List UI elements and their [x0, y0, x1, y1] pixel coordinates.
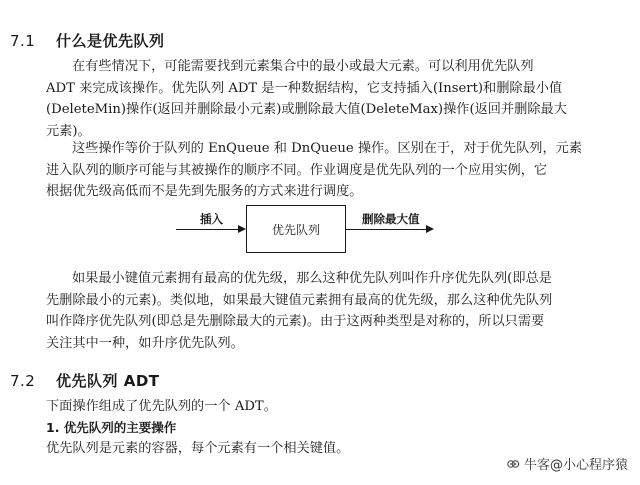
text-line: 元素)。 — [46, 123, 91, 139]
input-arrow-line — [176, 229, 238, 230]
text-line: 在有些情况下，可能需要找到元素集合中的最小或最大元素。可以利用优先队列 — [72, 59, 534, 74]
section-number: 7.2 — [10, 372, 36, 390]
niuke-logo-icon — [506, 457, 520, 471]
watermark — [506, 454, 628, 473]
section-title: 优先队列 ADT — [56, 372, 160, 390]
text-line: 根据优先级高低而不是先到先服务的方式来进行调度。 — [46, 184, 363, 199]
text-line: ADT 来完成该操作。优先队列 ADT 是一种数据结构，它支持插入(Insert)和删除最小值 — [46, 80, 563, 96]
text-line: 关注其中一种，如升序优先队列。 — [46, 335, 244, 351]
output-arrow-head — [426, 225, 434, 233]
text-line: 如果最小键值元素拥有最高的优先级，那么这种优先队列叫作升序优先队列(即总是 — [72, 271, 552, 286]
paragraph-2 — [46, 138, 626, 203]
priority-queue-box — [246, 205, 346, 253]
subsection-heading: 1. 优先队列的主要操作 — [46, 420, 177, 435]
text-line: 进入队列的顺序可能与其被操作的顺序不同。作业调度是优先队列的一个应用实例，它 — [46, 162, 548, 178]
input-arrow-head — [238, 225, 246, 233]
insert-label: 插入 — [200, 212, 223, 226]
text-line: (DeleteMin)操作(返回并删除最小元素)或删除最大值(DeleteMax)操作(返回并删除最大 — [46, 102, 567, 117]
paragraph-4: 下面操作组成了优先队列的一个 ADT。 — [46, 399, 277, 414]
section-title: 什么是优先队列 — [56, 32, 165, 50]
section-heading-7-1 — [10, 30, 165, 51]
text-line: 叫作降序优先队列(即总是先删除最大的元素)。由于这两种类型是对称的，所以只需要 — [46, 314, 545, 329]
priority-queue-diagram — [176, 205, 436, 259]
delete-max-label: 删除最大值 — [362, 212, 420, 226]
output-arrow-line — [346, 229, 426, 230]
box-label: 优先队列 — [271, 222, 320, 237]
section-heading-7-2 — [10, 370, 160, 391]
section-number: 7.1 — [10, 32, 36, 50]
paragraph-3 — [46, 268, 626, 354]
paragraph-5: 优先队列是元素的容器，每个元素有一个相关键值。 — [46, 441, 350, 456]
text-line: 这些操作等价于队列的 EnQueue 和 DnQueue 操作。区别在于，对于优先队列，元素 — [72, 141, 583, 156]
paragraph-1 — [46, 56, 626, 142]
text-line: 先删除最小的元素)。类似地，如果最大键值元素拥有最高的优先级，那么这种优先队列 — [46, 292, 553, 308]
watermark-text: 牛客@小心程序猿 — [523, 458, 628, 473]
